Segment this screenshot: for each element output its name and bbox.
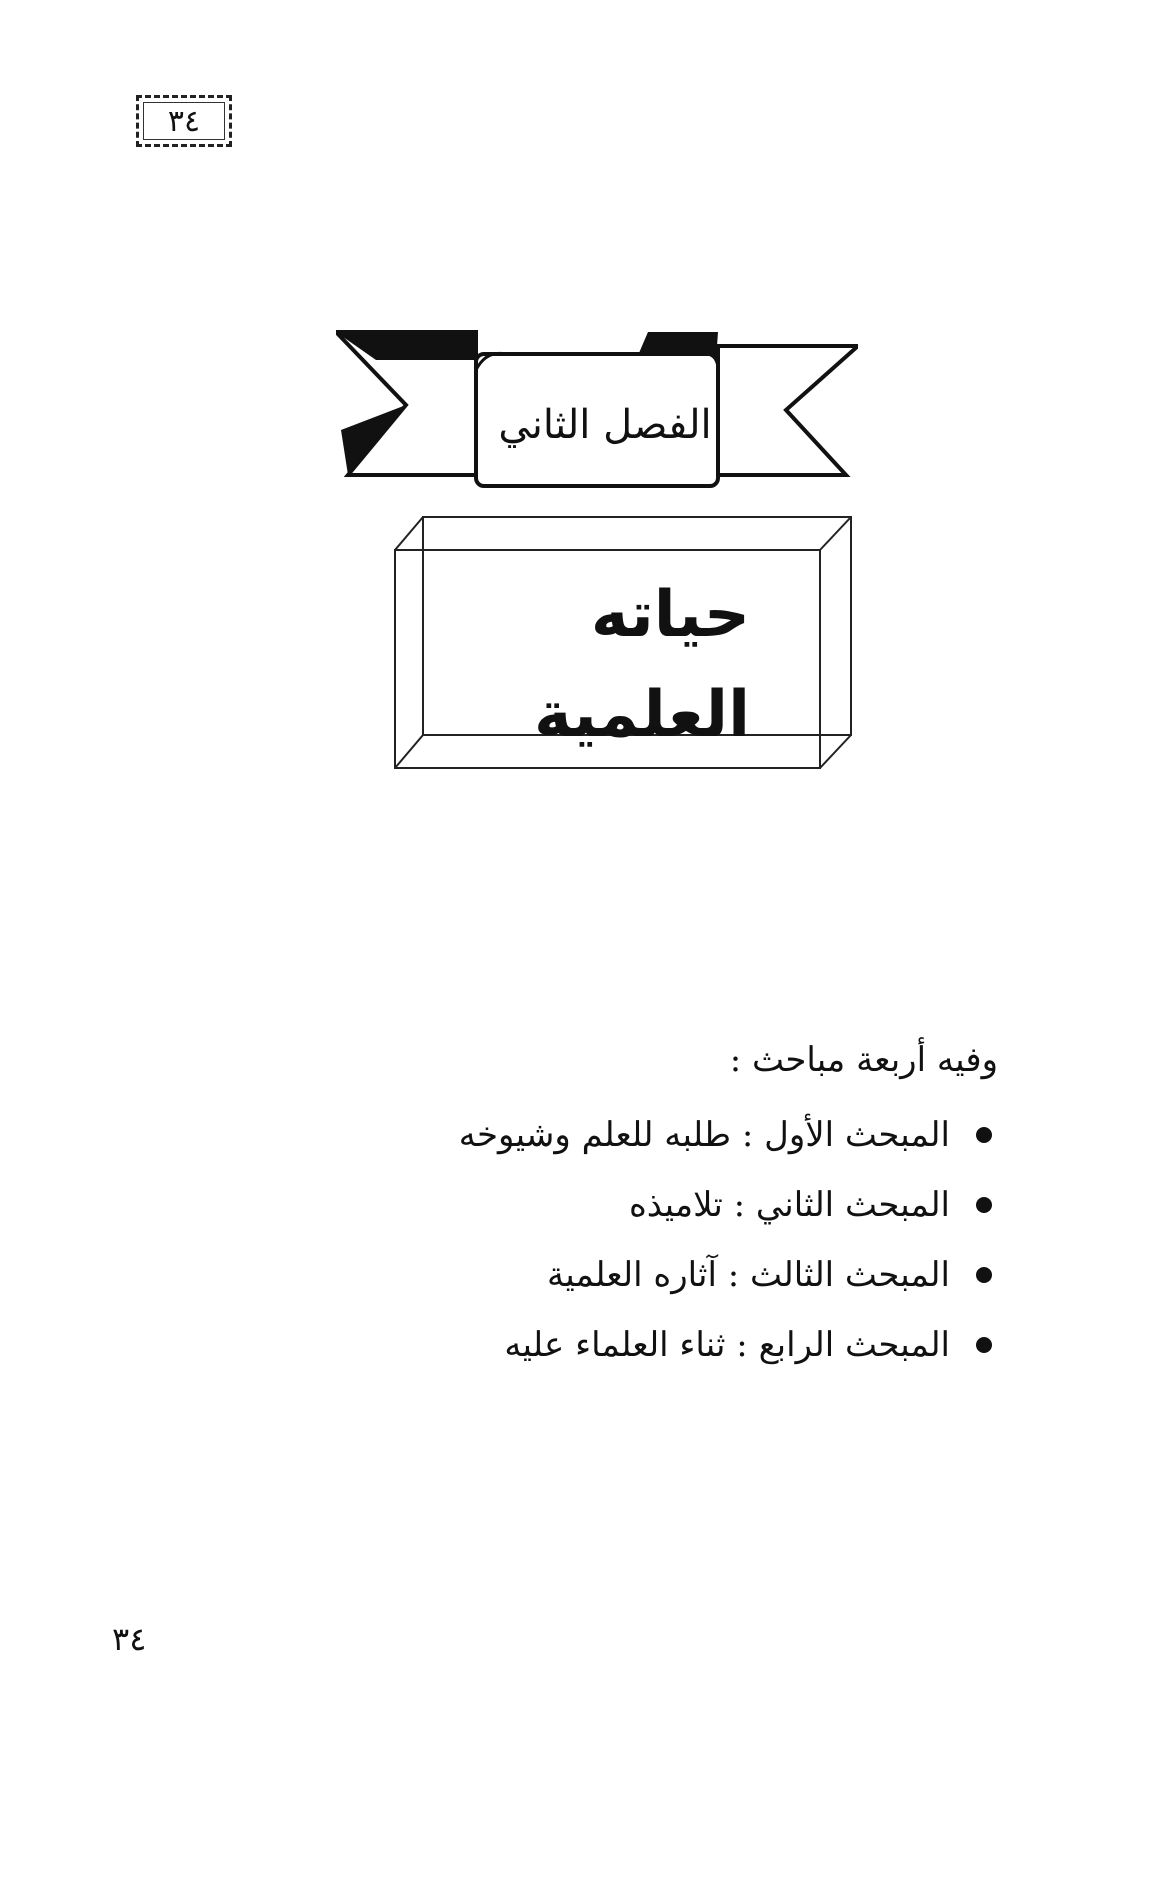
list-item-text: المبحث الأول : طلبه للعلم وشيوخه: [458, 1115, 950, 1155]
list-item-text: المبحث الثاني : تلاميذه: [628, 1185, 950, 1225]
list-item: [298, 1170, 998, 1240]
chapter-title: حياته العلمية: [533, 578, 750, 752]
sections-intro: وفيه أربعة مباحث :: [729, 1040, 998, 1080]
page-number-bottom: ٣٤: [112, 1620, 147, 1658]
bullet-icon: [976, 1127, 992, 1143]
list-item: [298, 1100, 998, 1170]
sections-list: [298, 1030, 998, 1380]
list-item-text: المبحث الثالث : آثاره العلمية: [546, 1255, 950, 1295]
chapter-label: الفصل الثاني: [498, 402, 712, 448]
list-item-text: المبحث الرابع : ثناء العلماء عليه: [504, 1325, 950, 1365]
page-number-top: ٣٤: [167, 103, 201, 139]
list-item: [298, 1240, 998, 1310]
bullet-icon: [976, 1267, 992, 1283]
list-item: [298, 1310, 998, 1380]
bullet-icon: [976, 1337, 992, 1353]
bullet-icon: [976, 1197, 992, 1213]
page-number-box: [136, 95, 232, 147]
